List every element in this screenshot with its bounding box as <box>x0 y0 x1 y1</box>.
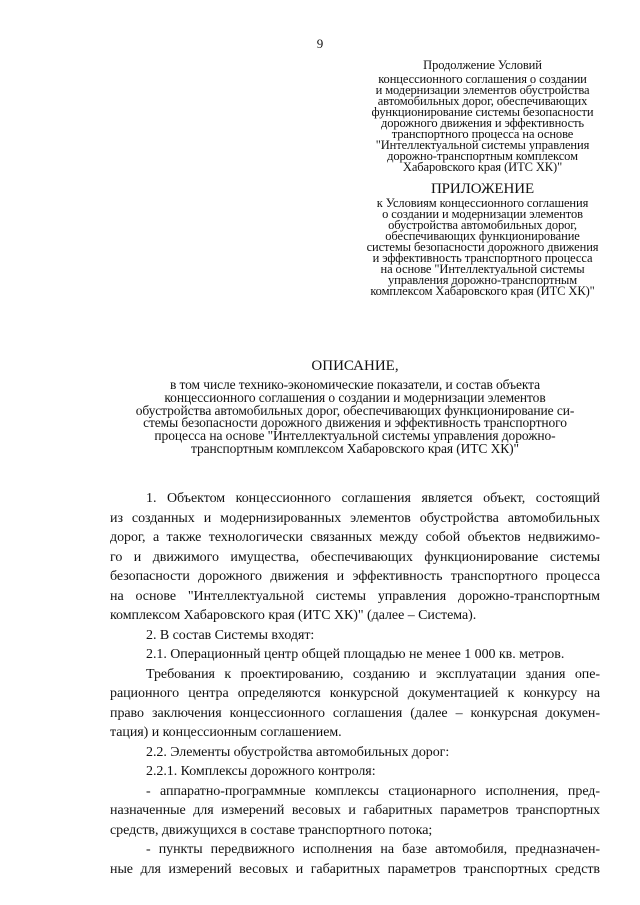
body-line: право заключения концессионного соглашения (далее – конкурсная докумен- <box>110 705 600 721</box>
body-line: назначенные для измерений весовых и габаритных параметров транспортных <box>110 803 600 818</box>
continuation-block <box>355 60 610 173</box>
body-line: - пункты передвижного исполнения на базе автомобиля, предназначен- <box>146 842 600 857</box>
appendix-line: системы безопасности дорожного движения <box>366 240 599 254</box>
appendix-line: и эффективность транспортного процесса <box>372 251 593 265</box>
subtitle-line: в том числе технико-экономические показатели, и состав объекта <box>169 377 541 392</box>
body-line: рационного центра определяются конкурсной документацией к конкурсу на <box>110 686 600 701</box>
body-line: го и движимого имущества, обеспечивающих функционирование системы <box>110 549 600 565</box>
continuation-line: Продолжение Условий <box>423 58 542 72</box>
body-line: дорог, а также технологически связанных между собой объектов недвижимо- <box>110 530 600 545</box>
continuation-line: "Интеллектуальной системы управления <box>375 138 590 152</box>
page-number: 9 <box>316 36 324 51</box>
continuation-line: концессионного соглашения о создании <box>378 72 587 86</box>
subtitle-line: транспортным комплексом Хабаровского края (ИТС ХК)" <box>191 440 519 456</box>
continuation-line: Хабаровского края (ИТС ХК)" <box>402 160 563 174</box>
appendix-block <box>355 181 610 297</box>
appendix-line: обеспечивающих функционирование <box>385 229 580 243</box>
appendix-line: на основе "Интеллектуальной системы <box>380 262 585 276</box>
body-line: 1. Объектом концессионного соглашения является объект, состоящий <box>146 491 600 506</box>
appendix-title: ПРИЛОЖЕНИЕ <box>430 181 535 197</box>
document-subtitle <box>105 379 605 456</box>
continuation-line: автомобильных дорог, обеспечивающих <box>377 94 588 108</box>
document-heading: ОПИСАНИЕ, <box>311 358 399 374</box>
continuation-line: функционирование системы безопасности <box>371 105 594 119</box>
appendix-line: комплексом Хабаровского края (ИТС ХК)" <box>370 284 595 298</box>
continuation-line: дорожно-транспортным комплексом <box>387 149 578 163</box>
body-line: 2. В состав Системы входят: <box>146 627 315 643</box>
appendix-line: к Условиям концессионного соглашения <box>376 196 589 210</box>
body-line: безопасности дорожного движения и эффективность транспортного процесса <box>110 569 600 584</box>
body-line: Требования к проектированию, созданию и эксплуатации здания опе- <box>146 666 600 682</box>
appendix-line: обустройства автомобильных дорог, <box>388 218 577 232</box>
body-line: 2.2. Элементы обустройства автомобильных дорог: <box>146 744 450 760</box>
body-line: - аппаратно-программные комплексы стационарного исполнения, пред- <box>146 783 600 799</box>
document-body <box>110 489 600 879</box>
body-line: на основе "Интеллектуальной системы управления дорожно-транспортным <box>110 588 600 604</box>
subtitle-line: концессионного соглашения о создании и модернизации элементов <box>164 389 546 405</box>
body-line: 2.1. Операционный центр общей площадью не менее 1 000 кв. метров. <box>146 647 565 662</box>
appendix-line: управления дорожно-транспортным <box>387 273 578 287</box>
body-line: ные для измерений весовых и габаритных параметров транспортных средств <box>110 861 600 877</box>
body-line: тация) и концессионным соглашением. <box>110 725 342 740</box>
subtitle-line: стемы безопасности дорожного движения и эффективность транспортного <box>143 415 567 431</box>
subtitle-line: процесса на основе "Интеллектуальной системы управления дорожно- <box>154 428 556 444</box>
subtitle-line: обустройства автомобильных дорог, обеспечивающих функционирование си- <box>135 402 575 418</box>
body-line: комплексом Хабаровского края (ИТС ХК)" (далее – Система). <box>110 608 477 623</box>
continuation-line: и модернизации элементов обустройства <box>375 83 590 97</box>
body-line: средств, движущихся в составе транспортного потока; <box>110 822 433 838</box>
continuation-line: дорожного движения и эффективность <box>380 116 585 130</box>
body-line: 2.2.1. Комплексы дорожного контроля: <box>146 764 376 779</box>
body-line: из созданных и модернизированных элементов обустройства автомобильных <box>110 510 600 526</box>
continuation-line: транспортного процесса на основе <box>391 127 574 141</box>
appendix-line: о создании и модернизации элементов <box>382 207 583 221</box>
